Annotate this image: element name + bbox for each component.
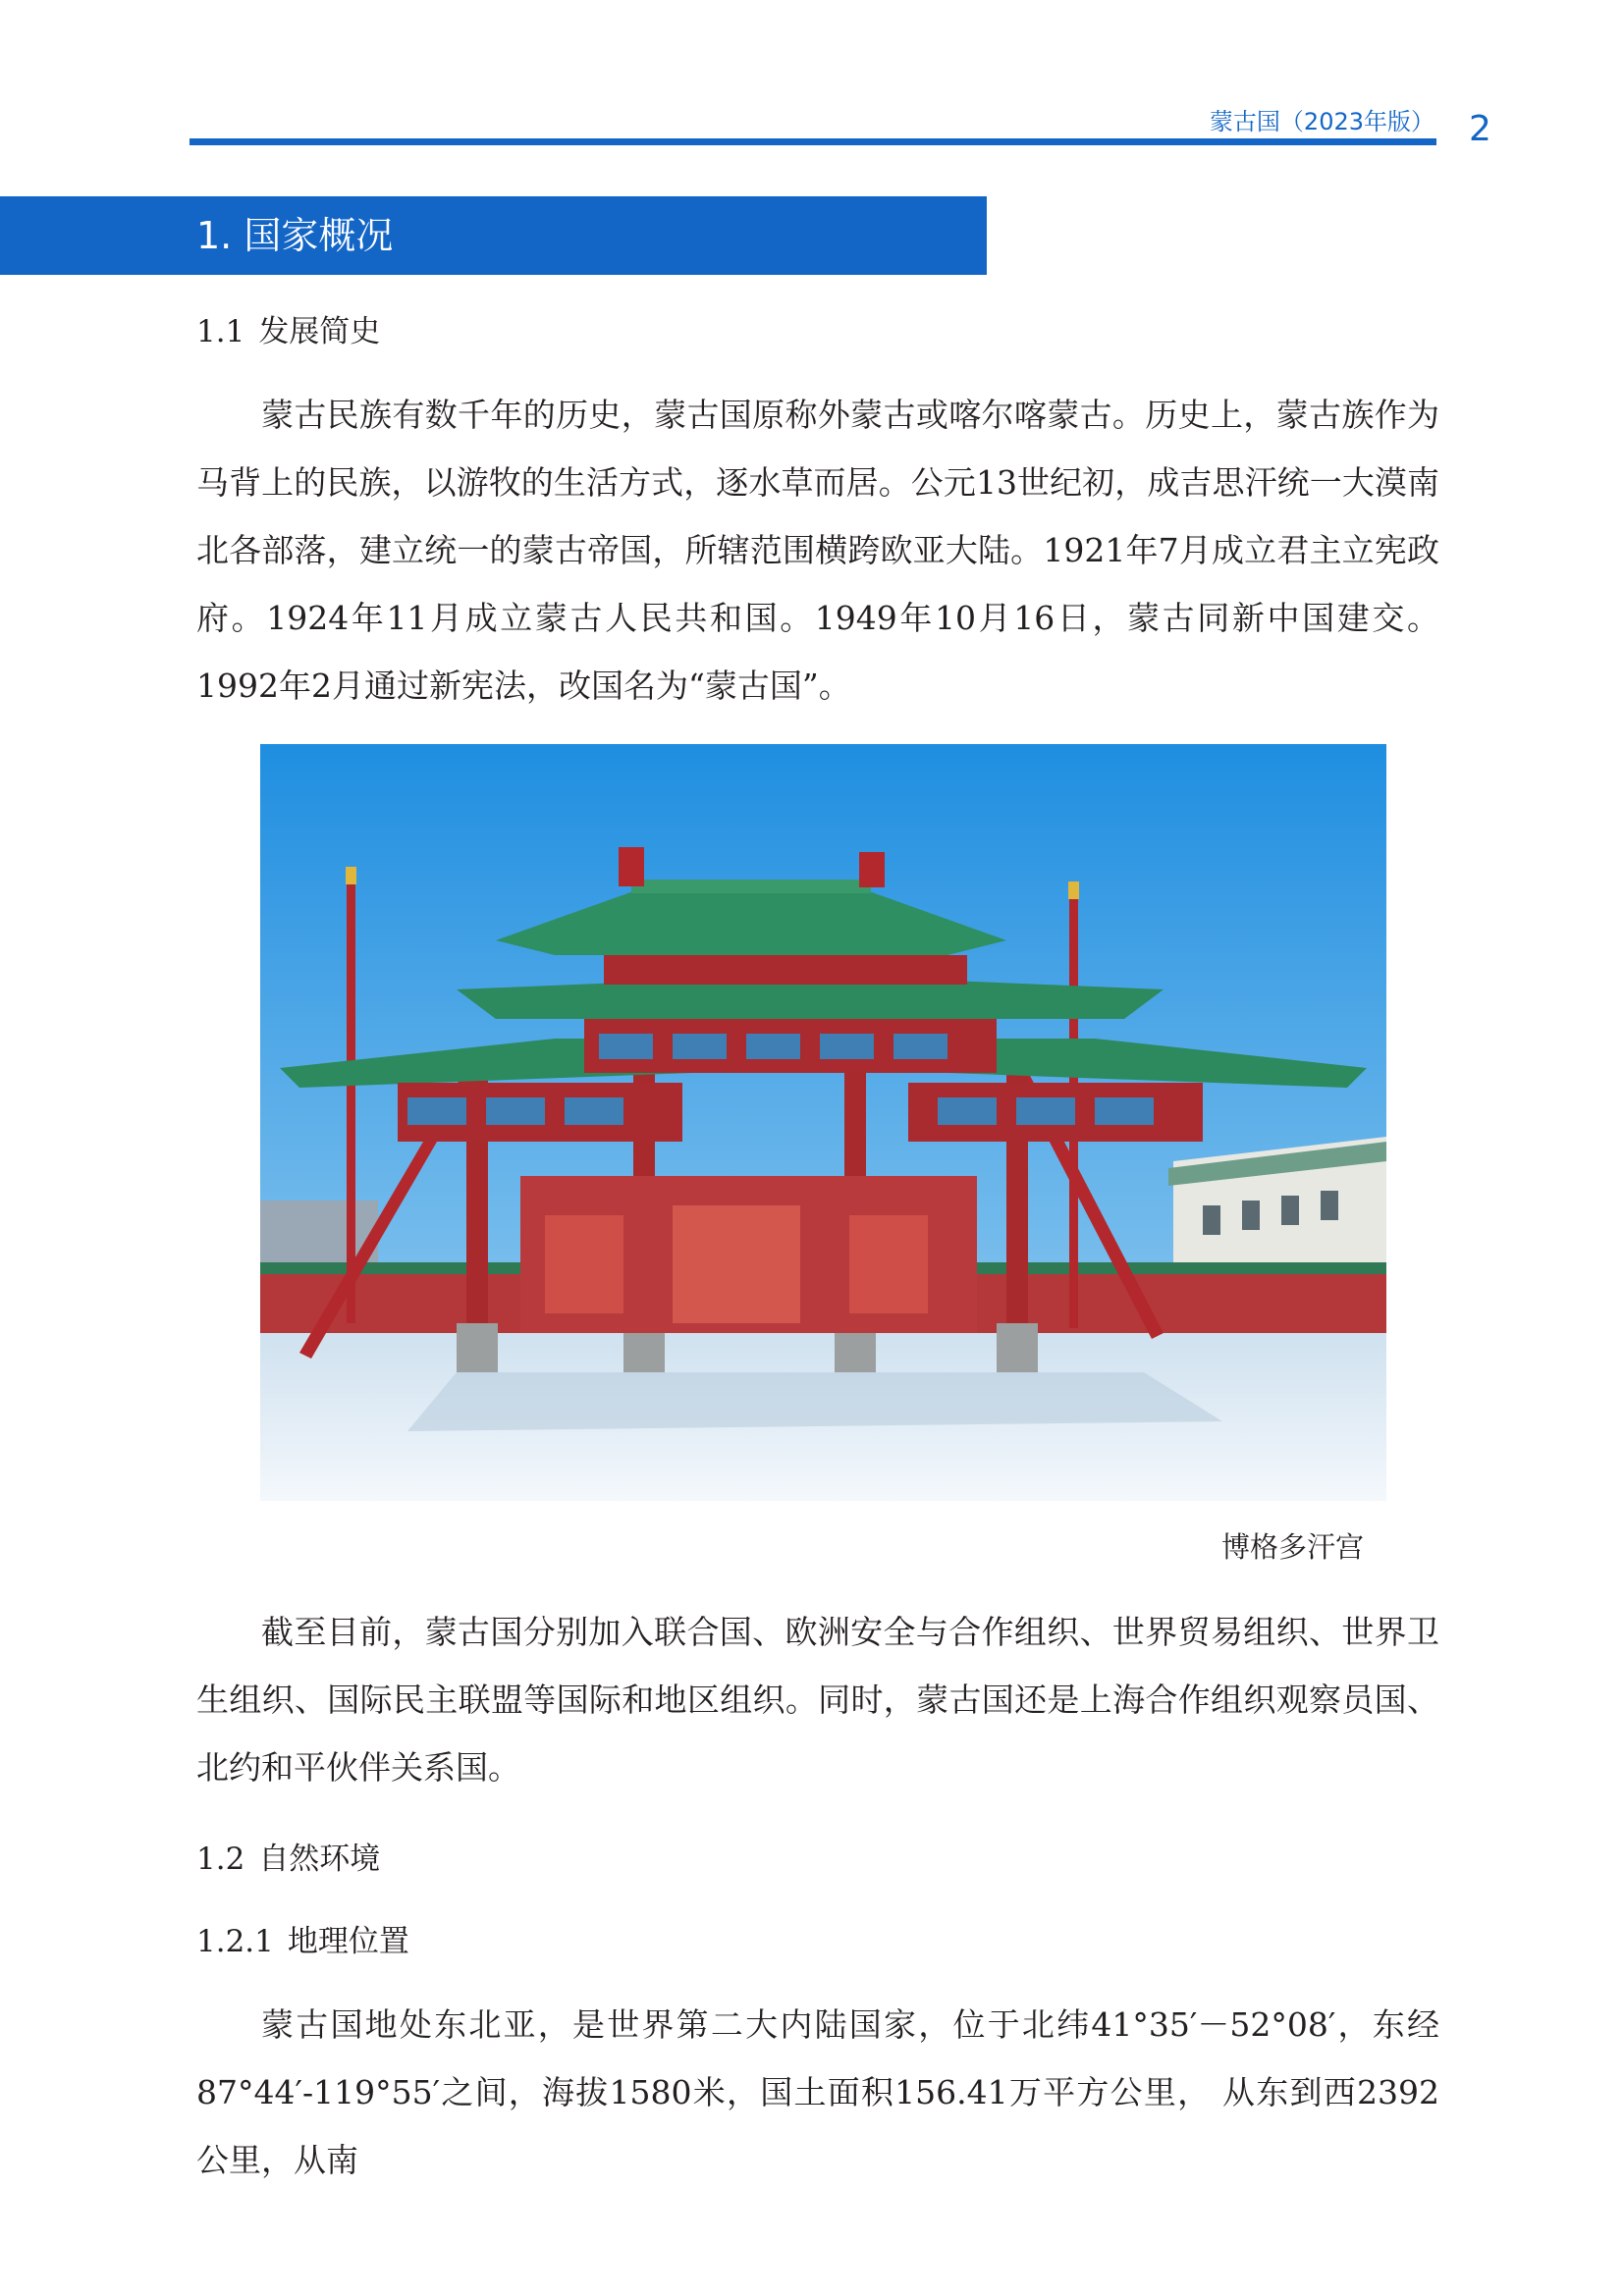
section-heading-1-1: [196, 306, 380, 350]
geography-paragraph: 蒙古国地处东北亚，是世界第二大内陆国家，位于北纬41°35′－52°08′，东经87°44′-119°55′之间，海拔1580米，国土面积156.41万平方公里， 从东到西2392公里，从南: [196, 2005, 1439, 2179]
chapter-title: 1. 国家概况: [196, 214, 394, 257]
figure-caption: 博格多汗宫: [1220, 1530, 1364, 1564]
section-number: 1.2: [196, 1842, 245, 1877]
section-title: 地理位置: [287, 1924, 409, 1959]
organizations-paragraph: 截至目前，蒙古国分别加入联合国、欧洲安全与合作组织、世界贸易组织、世界卫生组织、国际民主联盟等国际和地区组织。同时，蒙古国还是上海合作组织观察员国、北约和平伙伴关系国。: [196, 1613, 1439, 1787]
section-title: 自然环境: [258, 1842, 381, 1877]
running-header-title: 蒙古国（2023年版）: [1209, 108, 1435, 135]
bogd-khan-palace-photo: [260, 744, 1386, 1501]
header-rule: [189, 138, 1436, 145]
chapter-banner: [0, 196, 987, 275]
page-number: 2: [1469, 109, 1491, 149]
section-heading-1-2: [196, 1834, 380, 1878]
section-number: 1.2.1: [196, 1924, 274, 1959]
history-paragraph: 蒙古民族有数千年的历史，蒙古国原称外蒙古或喀尔喀蒙古。历史上，蒙古族作为马背上的民族，以游牧的生活方式，逐水草而居。公元13世纪初，成吉思汗统一大漠南北各部落，建立统一的蒙古帝国，所辖范围横跨欧亚大陆。1921年7月成立君主立宪政府。1924年11月成立蒙古人民共和国。1949年10月16日，蒙古同新中国建交。1992年2月通过新宪法，改国名为“蒙古国”。: [196, 396, 1439, 705]
palace-gate-illustration: [260, 744, 1386, 1501]
section-heading-1-2-1: [196, 1916, 409, 1960]
section-title: 发展简史: [258, 314, 381, 349]
section-number: 1.1: [196, 314, 245, 349]
